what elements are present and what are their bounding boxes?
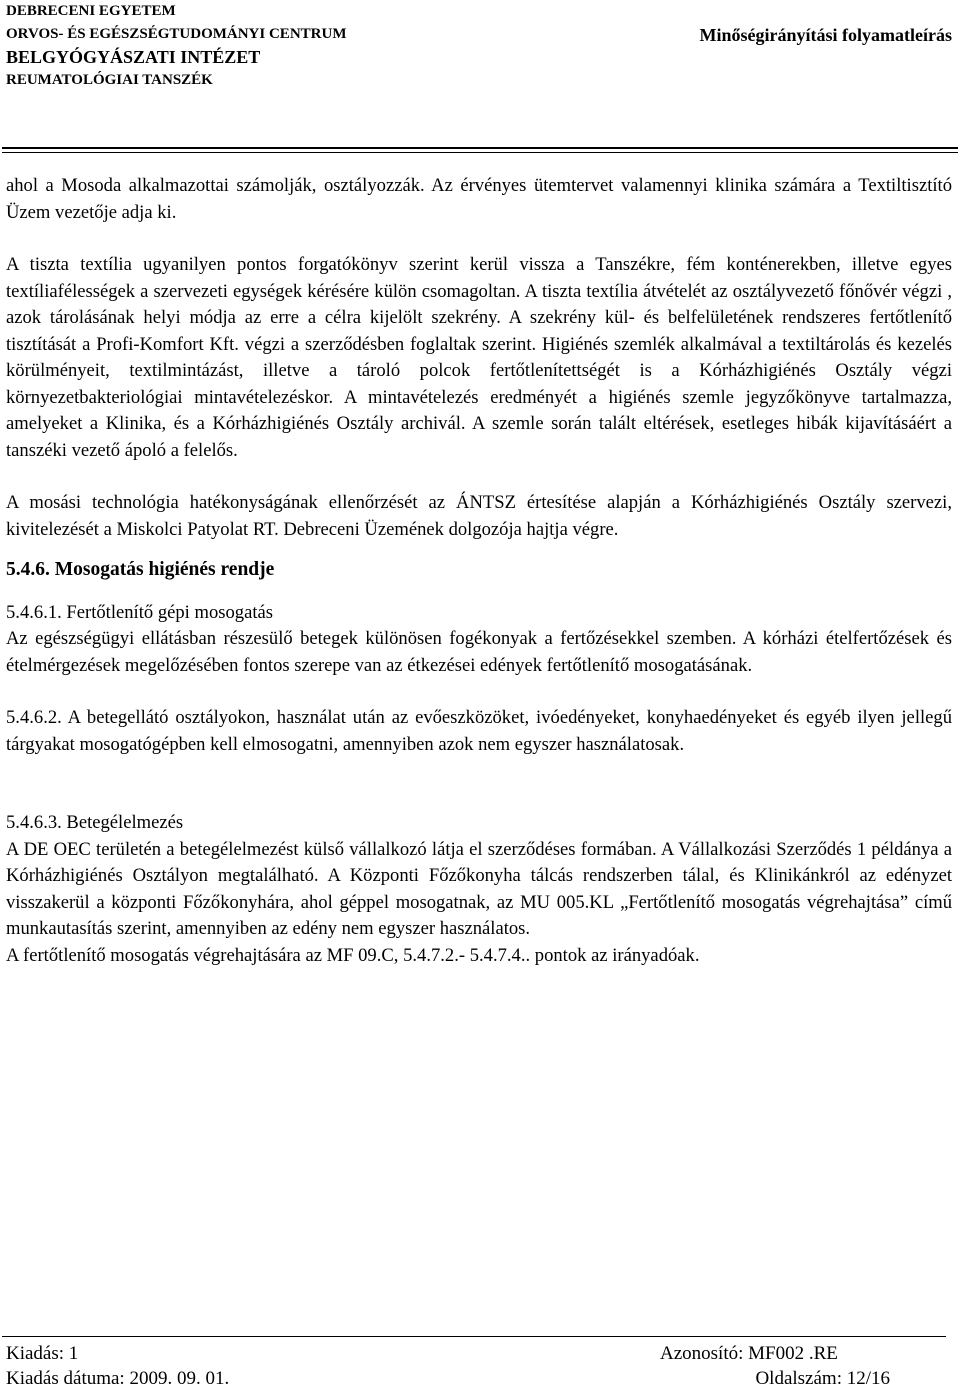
subsection-text-patient-catering: A DE OEC területén a betegélelmezést külső vállalkozó látja el szerződéses formában. A Vállalkozási Szerződés 1 példánya a Kórházhigiénés Osztályon megtalálható. A Központi Főzőkonyha tálcás rendszerben tálal, és Klinikánkról az edényzet visszakerül a központi Főzőkonyhára, ahol géppel mosogatnak, az MU 005.KL „Fertőtlenítő mosogatás végrehajtása” című munkautasítás szerint, amennyiben az edény nem egyszer használatos. bbox=[6, 838, 952, 939]
section-heading-dishwashing: 5.4.6. Mosogatás higiénés rendje bbox=[6, 559, 275, 580]
document-type: Minőségirányítási folyamatleírás bbox=[699, 25, 952, 45]
institute-name: BELGYÓGYÁSZATI INTÉZET bbox=[6, 47, 261, 67]
subsection-text-machine-dishwashing: Az egészségügyi ellátásban részesülő betegek különösen fogékonyak a fertőzésekkel szemben. A kórházi ételfertőzések és ételmérgezések megelőzésében fontos szerepe van az étkezései edények fertőtlenítő mosogatásának. bbox=[6, 628, 952, 676]
header-rule-thick bbox=[2, 147, 958, 149]
header-left bbox=[6, 0, 346, 92]
department-name: REUMATOLÓGIAI TANSZÉK bbox=[6, 72, 213, 88]
footer-page-number: Oldalszám: 12/16 bbox=[755, 1368, 890, 1389]
subsection-text-reference: A fertőtlenítő mosogatás végrehajtására az MF 09.C, 5.4.7.2.- 5.4.7.4.. pontok az irányadóak. bbox=[6, 944, 700, 966]
subsection-title-patient-catering: 5.4.6.3. Betegélelmezés bbox=[6, 812, 184, 833]
footer-edition-date: Kiadás dátuma: 2009. 09. 01. bbox=[6, 1368, 230, 1389]
subsection-text-ward-dishwashing: 5.4.6.2. A betegellátó osztályokon, használat után az evőeszközöket, ivóedényeket, konyhaedényeket és egyéb ilyen jellegű tárgyakat mosogatógépben kell elmosogatni, amennyiben azok nem egyszer használatosak. bbox=[6, 707, 952, 755]
paragraph-clean-textile: A tiszta textília ugyanilyen pontos forgatókönyv szerint kerül vissza a Tanszékre, fém konténerekben, illetve egyes textíliafélességek a szervezeti egységek kérésére külön csomagoltan. A tiszta textília átvételét az osztályvezető főnővér végzi , azok tárolásának helyi módja az erre a célra kijelölt szekrény. A szekrény kül- és belfelületének rendszeres fertőtlenítő tisztítását a Profi-Komfort Kft. végzi a szerződésben foglaltak szerint. Higiénés szemlék alkalmával a textiltárolás és kezelés körülményeit, textilmintázást, illetve a tároló polcok fertőtlenítettségét is a Kórházhigiénés Osztály végzi környezetbakteriológiai mintavételezéskor. A mintavételezés eredményét a higiénés szemle jegyzőkönyve tartalmazza, amelyeket a Klinika, és a Kórházhigiénés Osztály archivál. A szemle során talált eltérések, esetleges hibák kijavításáért a tanszéki vezető ápoló a felelős. bbox=[6, 254, 952, 461]
footer-rule bbox=[2, 1336, 946, 1337]
footer-edition: Kiadás: 1 bbox=[6, 1343, 79, 1364]
paragraph-laundry-schedule: ahol a Mosoda alkalmazottai számolják, osztályozzák. Az érvényes ütemtervet valamennyi klinika számára a Textiltisztító Üzem vezetője adja ki. bbox=[6, 175, 952, 223]
center-name: ORVOS- ÉS EGÉSZSÉGTUDOMÁNYI CENTRUM bbox=[6, 26, 347, 42]
document-body bbox=[6, 173, 952, 969]
paragraph-washing-technology: A mosási technológia hatékonyságának ellenőrzését az ÁNTSZ értesítése alapján a Kórházhigiénés Osztály szervezi, kivitelezését a Miskolci Patyolat RT. Debreceni Üzemének dolgozója hajtja végre. bbox=[6, 492, 952, 540]
header-rule-thin bbox=[2, 152, 958, 153]
subsection-title-machine-dishwashing: 5.4.6.1. Fertőtlenítő gépi mosogatás bbox=[6, 601, 273, 623]
footer-identifier: Azonosító: MF002 .RE bbox=[660, 1343, 838, 1364]
university-name: DEBRECENI EGYETEM bbox=[6, 3, 176, 19]
